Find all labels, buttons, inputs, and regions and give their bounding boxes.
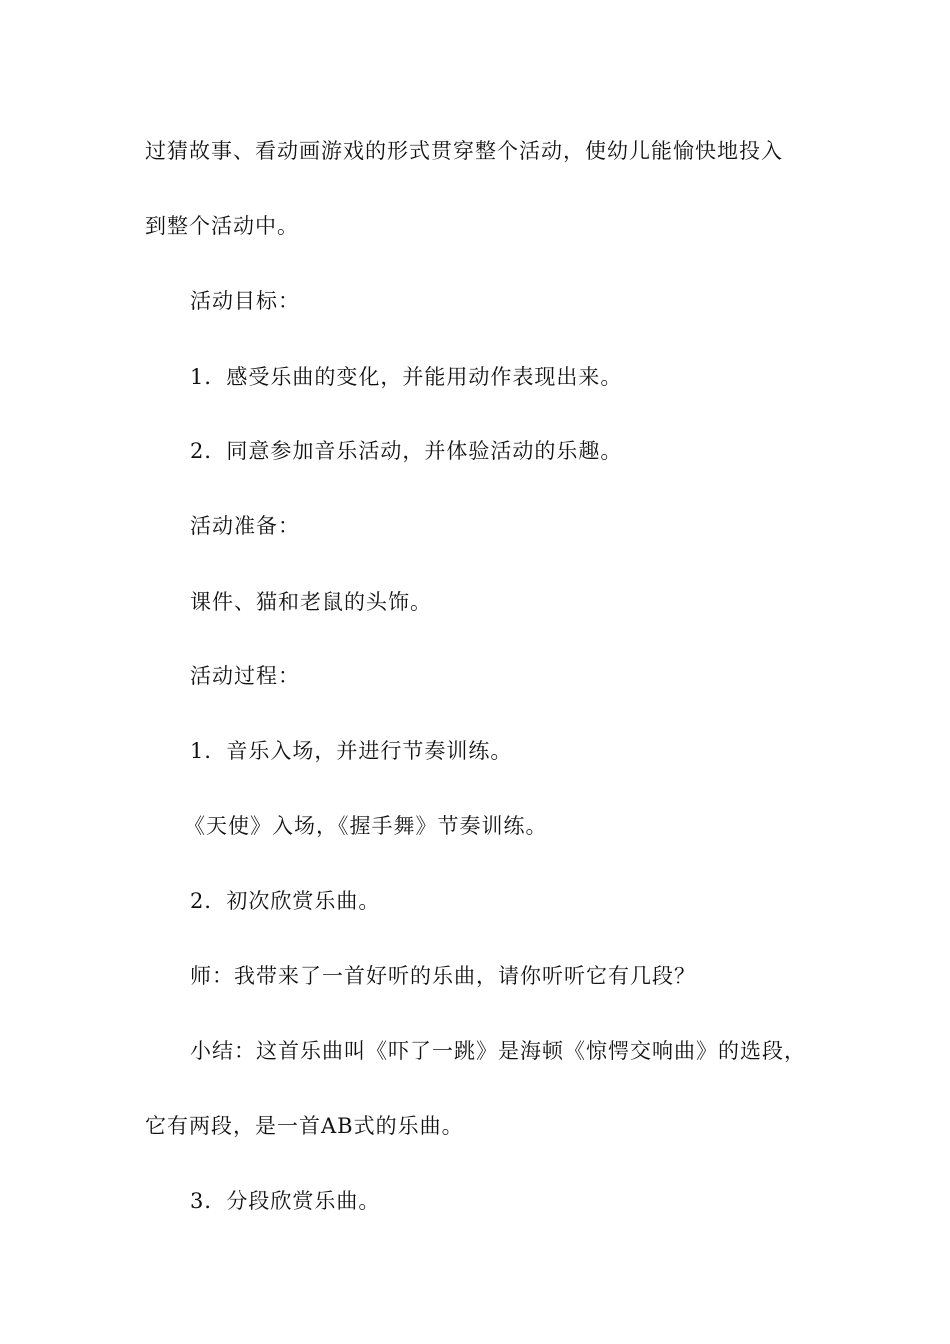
teacher-dialogue: 师：我带来了一首好听的乐曲，请你听听它有几段？	[190, 964, 696, 988]
objective-item-1: 1．感受乐曲的变化，并能用动作表现出来。	[190, 365, 623, 389]
section-heading-preparation: 活动准备：	[190, 514, 300, 538]
section-heading-process: 活动过程：	[190, 664, 300, 688]
summary-line-1: 小结：这首乐曲叫《吓了一跳》是海顿《惊愕交响曲》的选段，	[190, 1039, 806, 1063]
process-step-3: 3．分段欣赏乐曲。	[190, 1189, 381, 1213]
process-step-2: 2．初次欣赏乐曲。	[190, 889, 381, 913]
paragraph-continuation-line-1: 过猜故事、看动画游戏的形式贯穿整个活动，使幼儿能愉快地投入	[145, 139, 783, 163]
preparation-text: 课件、猫和老鼠的头饰。	[190, 590, 432, 614]
process-step-1: 1．音乐入场，并进行节奏训练。	[190, 739, 513, 763]
paragraph-continuation-line-2: 到整个活动中。	[145, 214, 299, 238]
objective-item-2: 2．同意参加音乐活动，并体验活动的乐趣。	[190, 439, 623, 463]
section-heading-objectives: 活动目标：	[190, 289, 300, 313]
process-step-1-detail: 《天使》入场，《握手舞》节奏训练。	[184, 814, 548, 838]
summary-line-2: 它有两段，是一首AB式的乐曲。	[145, 1114, 464, 1138]
